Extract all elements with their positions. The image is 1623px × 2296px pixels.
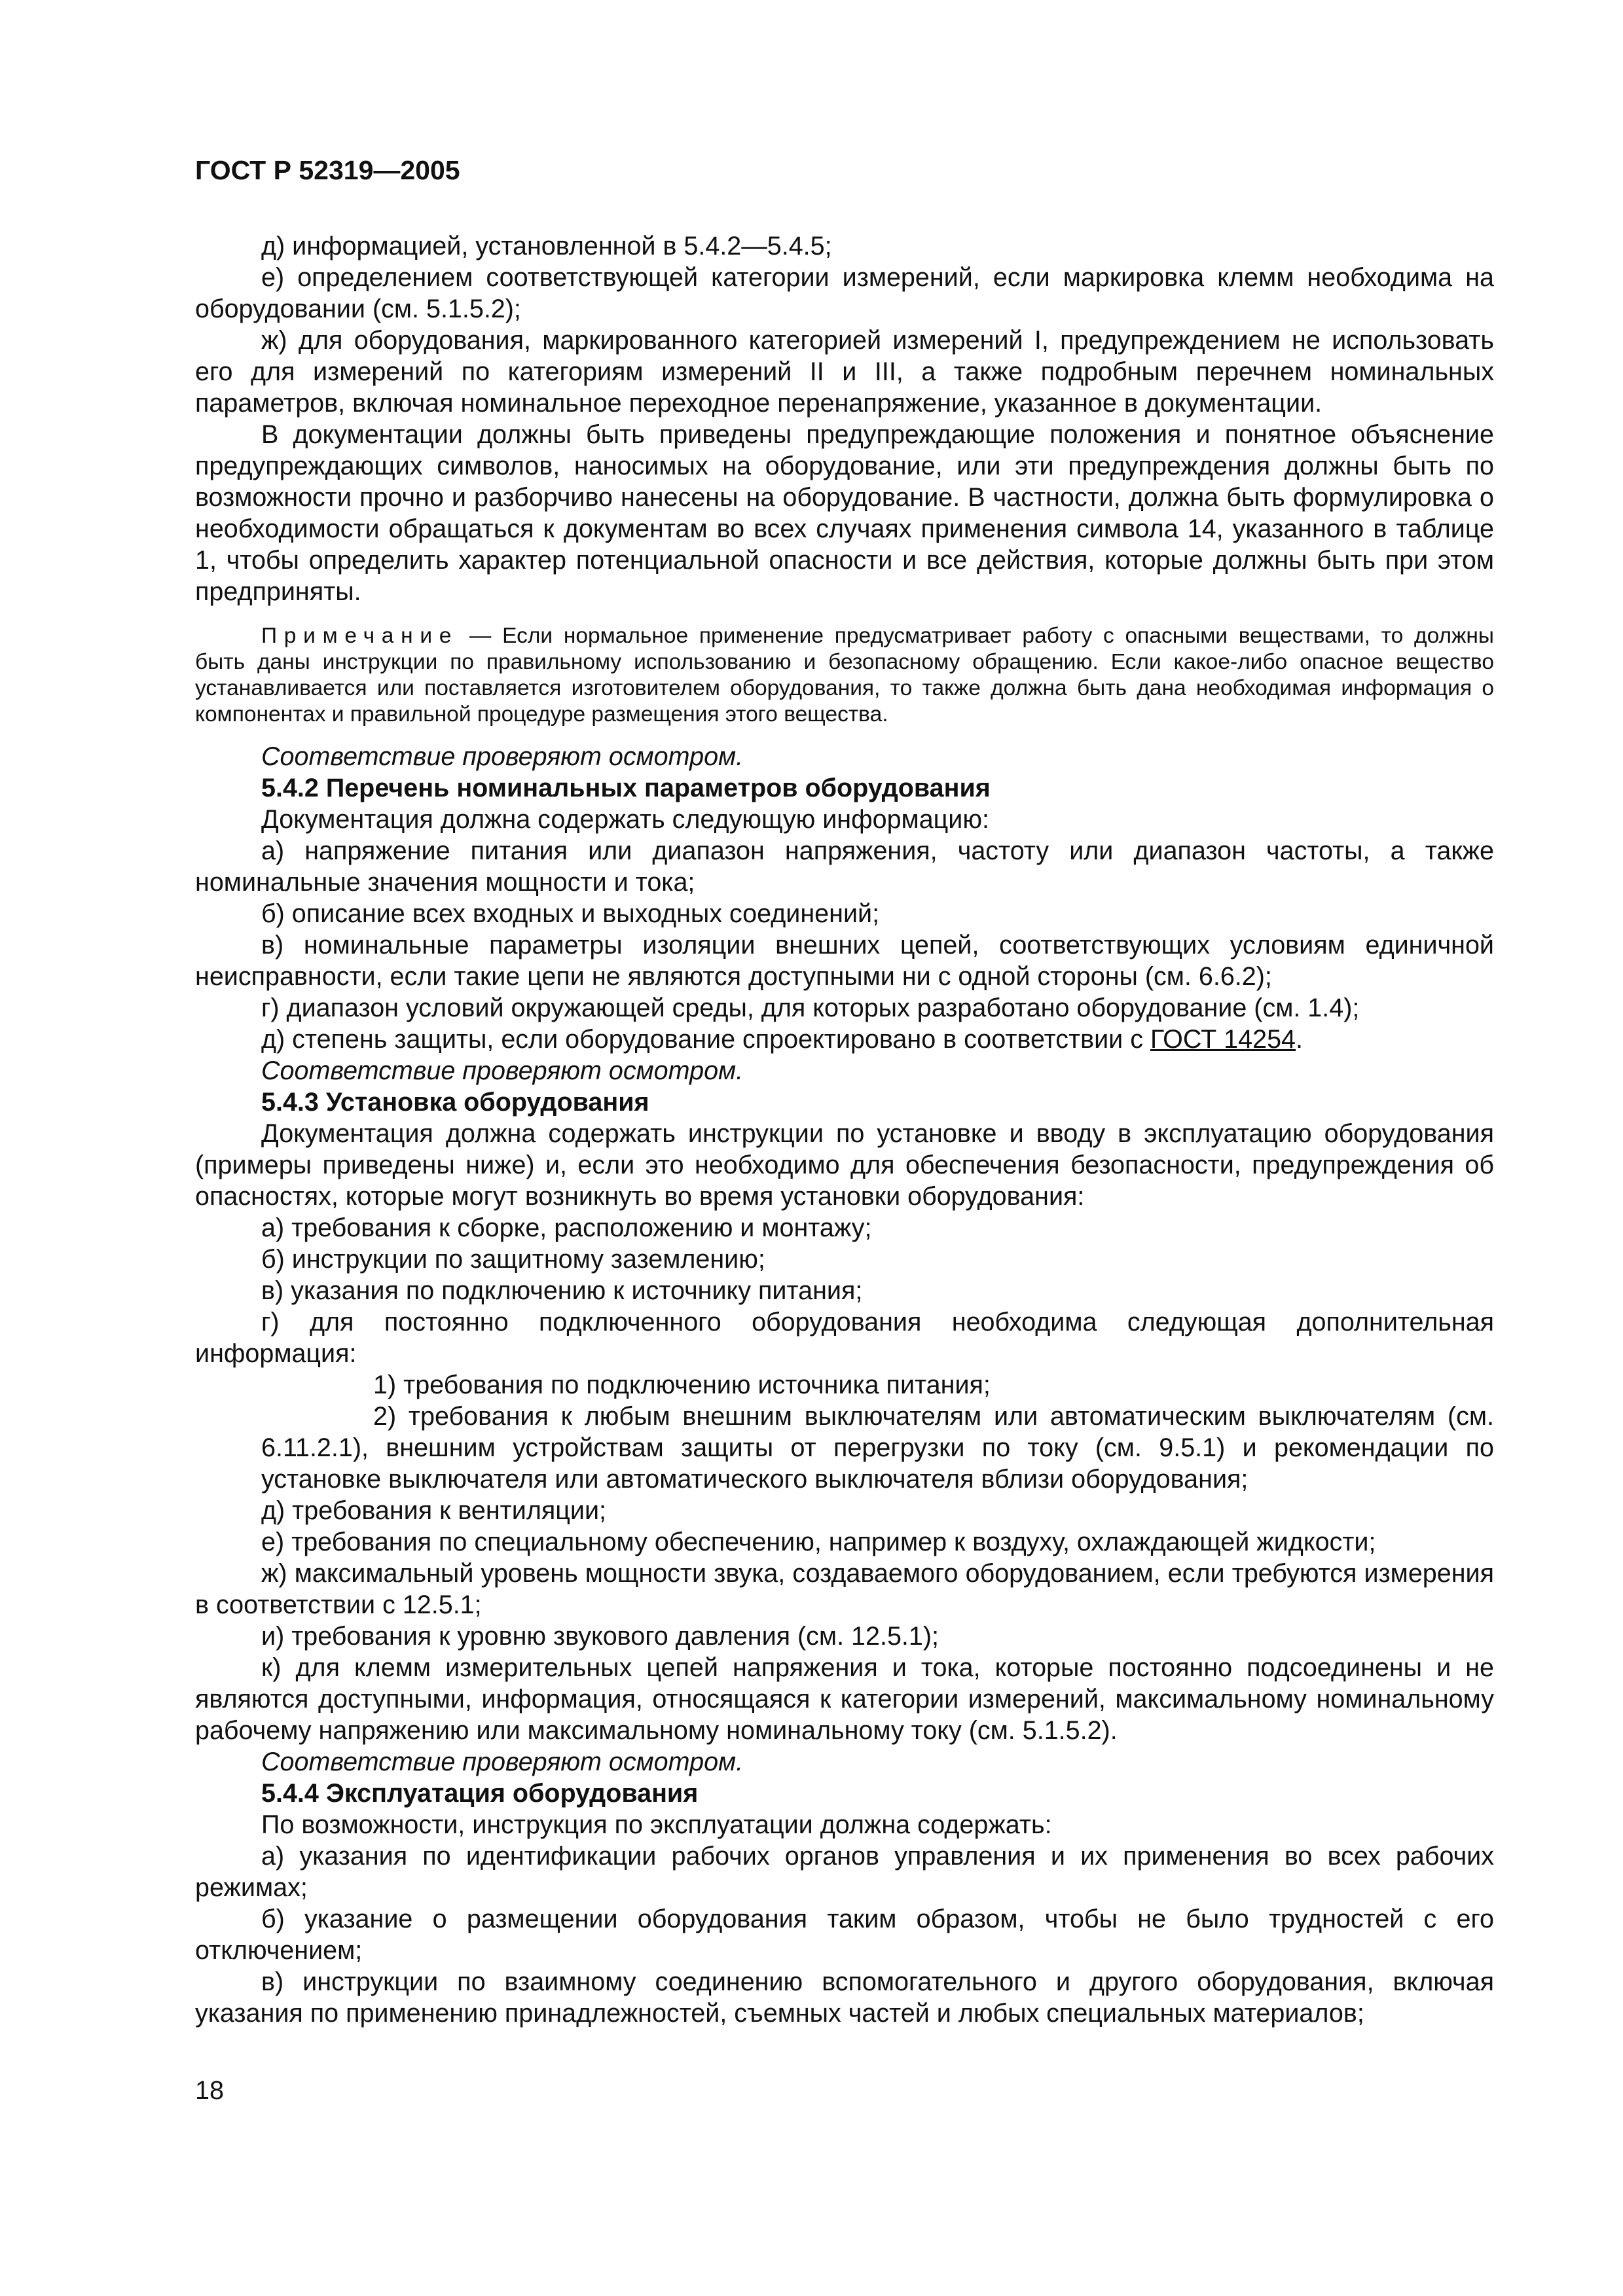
page-content xyxy=(195,154,1494,2029)
warnings-paragraph: В документации должны быть приведены предупреждающие положения и понятное объяснение предупреждающих символов, наносимых на оборудование, или эти предупреждения должны быть по возможности прочно и разборчиво нанесены на оборудование. В частности, должна быть формулировка о необходимости обращаться к документам во всех случаях применения символа 14, указанного в таблице 1, чтобы определить характер потенциальной опасности и все действия, которые должны быть при этом предприняты. xyxy=(195,420,1494,606)
section-5-4-4-title: 5.4.4 Эксплуатация оборудования xyxy=(261,1779,699,1808)
list-item: и) требования к уровню звукового давления (см. 12.5.1); xyxy=(261,1622,939,1651)
section-5-4-4-intro: По возможности, инструкция по эксплуатации должна содержать: xyxy=(261,1810,1052,1839)
list-item-end: . xyxy=(1296,1025,1303,1054)
page-number: 18 xyxy=(195,2076,224,2105)
list-item: а) требования к сборке, расположению и монтажу; xyxy=(261,1213,872,1242)
list-item-d: д) информацией, установленной в 5.4.2—5.4.5; xyxy=(261,232,832,260)
list-item: д) требования к вентиляции; xyxy=(261,1496,607,1525)
list-item-e: е) определением соответствующей категории измерений, если маркировка клемм необходима на оборудовании (см. 5.1.5.2); xyxy=(195,263,1494,323)
note-paragraph xyxy=(195,623,1494,728)
list-item: а) напряжение питания или диапазон напряжения, частоту или диапазон частоты, а также номинальные значения мощности и тока; xyxy=(195,836,1494,897)
sub-list-item: 2) требования к любым внешним выключателям или автоматическим выключателям (см. 6.11.2.1), внешним устройствам защиты от перегрузки по току (см. 9.5.1) и рекомендации по установке выключателя или автоматического выключателя вблизи оборудования; xyxy=(261,1402,1494,1494)
sub-list-item: 1) требования по подключению источника питания; xyxy=(373,1371,991,1399)
gost-14254-link[interactable]: ГОСТ 14254 xyxy=(1150,1025,1296,1054)
note-label: Примечание xyxy=(261,624,459,648)
list-item: в) инструкции по взаимному соединению вспомогательного и другого оборудования, включая указания по применению принадлежностей, съемных частей и любых специальных материалов; xyxy=(195,1967,1494,2028)
compliance-check-1: Соответствие проверяют осмотром. xyxy=(261,742,744,771)
section-5-4-3-title: 5.4.3 Установка оборудования xyxy=(261,1088,649,1117)
list-item: в) номинальные параметры изоляции внешних цепей, соответствующих условиям единичной неисправности, если такие цепи не являются доступными ни с одной стороны (см. 6.6.2); xyxy=(195,931,1494,991)
standard-header: ГОСТ Р 52319—2005 xyxy=(195,155,460,185)
list-item-text: д) степень защиты, если оборудование спроектировано в соответствии с xyxy=(261,1025,1150,1054)
list-item: ж) максимальный уровень мощности звука, создаваемого оборудованием, если требуются измерения в соответствии с 12.5.1; xyxy=(195,1559,1494,1619)
list-item: б) описание всех входных и выходных соединений; xyxy=(261,899,880,928)
section-5-4-2-title: 5.4.2 Перечень номинальных параметров оборудования xyxy=(261,774,991,802)
list-item: б) инструкции по защитному заземлению; xyxy=(261,1245,765,1274)
section-5-4-3-intro: Документация должна содержать инструкции по установке и вводу в эксплуатацию оборудования (примеры приведены ниже) и, если это необходимо для обеспечения безопасности, предупреждения об опасностях, которые могут возникнуть во время установки оборудования: xyxy=(195,1119,1494,1211)
list-item: а) указания по идентификации рабочих органов управления и их применения во всех рабочих режимах; xyxy=(195,1842,1494,1902)
list-item-zh: ж) для оборудования, маркированного категорией измерений I, предупреждением не использовать его для измерений по категориям измерений II и III, а также подробным перечнем номинальных параметров, включая номинальное переходное перенапряжение, указанное в документации. xyxy=(195,326,1494,418)
list-item: г) для постоянно подключенного оборудования необходима следующая дополнительная информация: xyxy=(195,1308,1494,1368)
note-text: — Если нормальное применение предусматривает работу с опасными веществами, то должны быть даны инструкции по правильному использованию и безопасному обращению. Если какое-либо опасное вещество устанавливается или поставляется изготовителем оборудования, то также должна быть дана необходимая информация о компонентах и правильной процедуре размещения этого вещества. xyxy=(195,624,1494,726)
list-item: е) требования по специальному обеспечению, например к воздуху, охлаждающей жидкости; xyxy=(261,1528,1376,1556)
compliance-check-3: Соответствие проверяют осмотром. xyxy=(261,1748,744,1776)
list-item: в) указания по подключению к источнику питания; xyxy=(261,1276,863,1305)
list-item: к) для клемм измерительных цепей напряжения и тока, которые постоянно подсоединены и не являются доступными, информация, относящаяся к категории измерений, максимальному номинальному рабочему напряжению или максимальному номинальному току (см. 5.1.5.2). xyxy=(195,1653,1494,1745)
list-item: б) указание о размещении оборудования таким образом, чтобы не было трудностей с его отключением; xyxy=(195,1905,1494,1965)
section-5-4-2-intro: Документация должна содержать следующую информацию: xyxy=(261,805,989,834)
list-item: г) диапазон условий окружающей среды, для которых разработано оборудование (см. 1.4); xyxy=(261,994,1360,1022)
list-item xyxy=(195,1024,1494,1055)
compliance-check-2: Соответствие проверяют осмотром. xyxy=(261,1056,744,1085)
